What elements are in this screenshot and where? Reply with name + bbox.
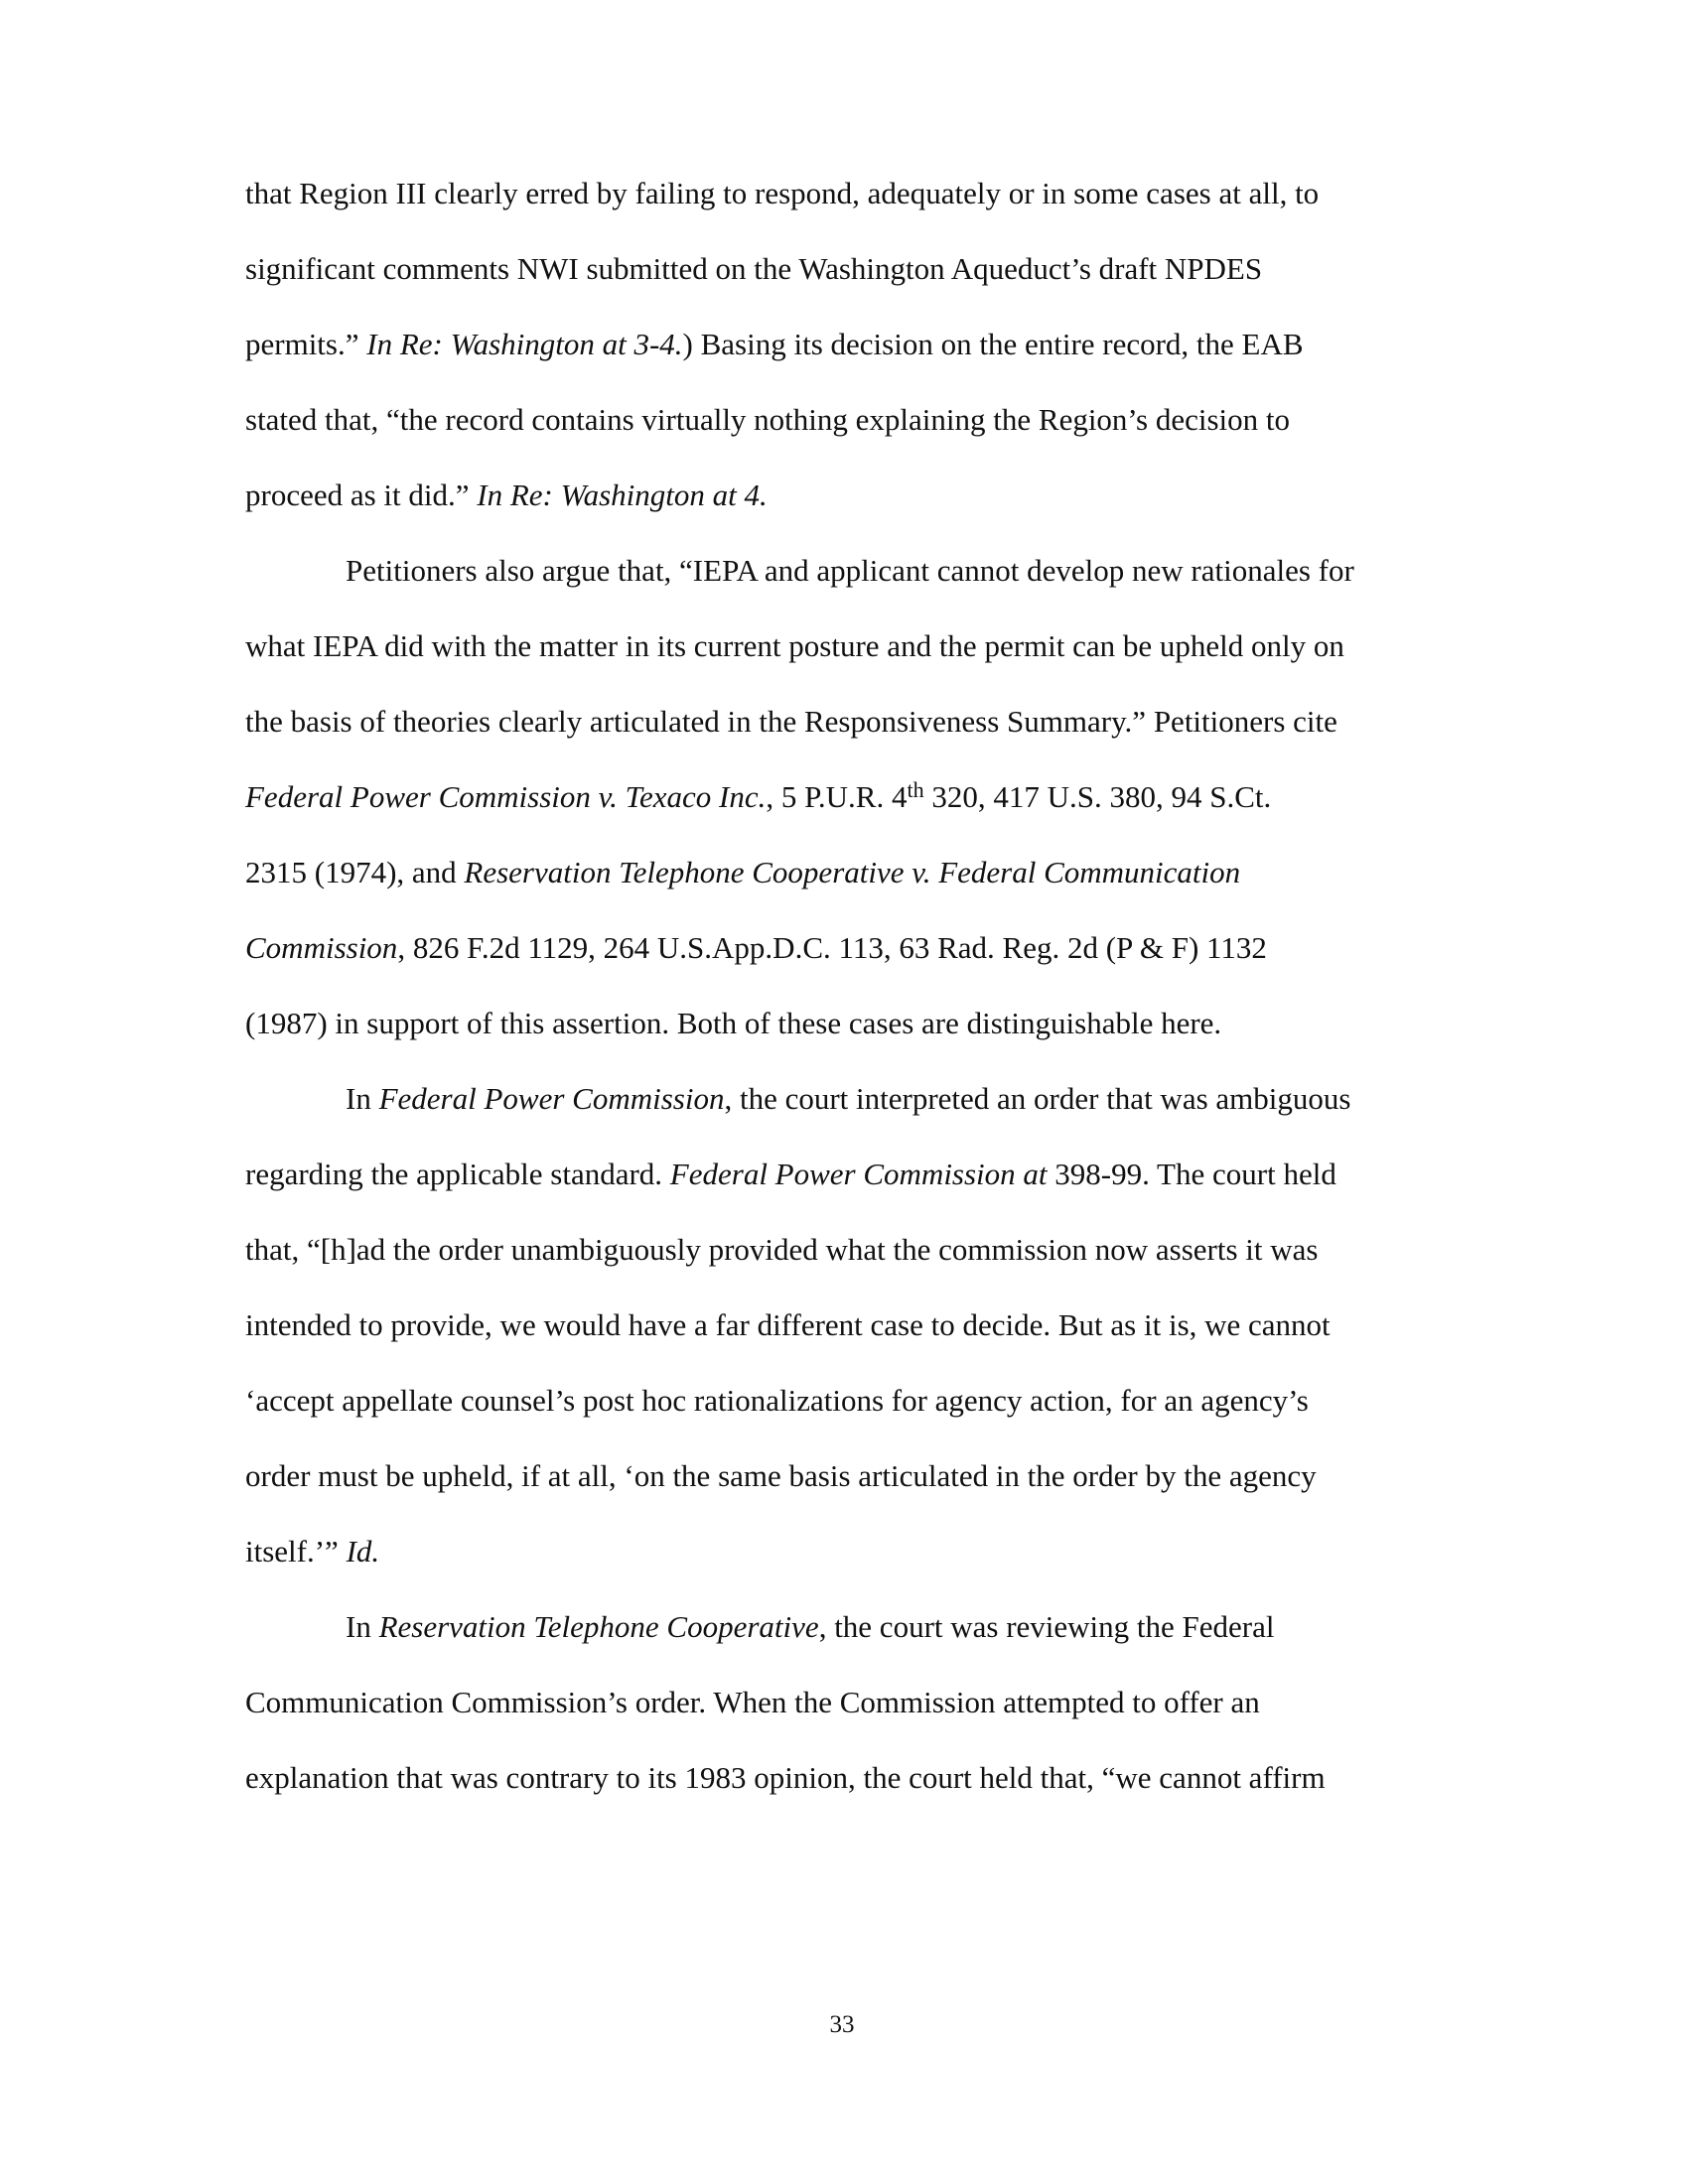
text-line (245, 1676, 1437, 1751)
text-line (245, 1148, 1437, 1223)
case-name: Reservation Telephone Cooperative v. Federal Communication (464, 855, 1241, 889)
text-line (245, 469, 1437, 544)
paragraph (245, 544, 1437, 1072)
citation: In Re: Washington at 3-4. (366, 327, 683, 361)
text-run: Communication Commission’s order. When the Commission attempted to offer an (245, 1685, 1260, 1719)
text-run: proceed as it did.” (245, 478, 478, 512)
citation: Federal Power Commission at (669, 1157, 1048, 1191)
text-run: itself.’” (245, 1534, 347, 1569)
body-text (245, 167, 1437, 1827)
text-run: 2315 (1974), and (245, 855, 465, 889)
page-number: 33 (829, 2011, 855, 2038)
case-name: Federal Power Commission v. Texaco Inc. (245, 779, 767, 814)
text-line (245, 393, 1437, 469)
text-line (245, 619, 1437, 695)
text-run: that Region III clearly erred by failing to respond, adequately or in some cases at all, to (245, 176, 1320, 210)
text-run: , the court interpreted an order that was ambiguous (724, 1081, 1351, 1116)
text-run: significant comments NWI submitted on the Washington Aqueduct’s draft NPDES (245, 251, 1263, 286)
text-run: ‘accept appellate counsel’s post hoc rationalizations for agency action, for an agency’s (245, 1383, 1309, 1418)
text-line (245, 846, 1437, 921)
text-line (245, 242, 1437, 318)
citation: In Re: Washington at 4. (477, 478, 768, 512)
text-run: regarding the applicable standard. (245, 1157, 670, 1191)
text-run: stated that, “the record contains virtually nothing explaining the Region’s decision to (245, 402, 1291, 437)
text-line (245, 921, 1437, 997)
text-line (245, 1449, 1437, 1525)
text-line (245, 1298, 1437, 1374)
text-run: explanation that was contrary to its 1983 opinion, the court held that, “we cannot affirm (245, 1760, 1326, 1795)
text-line (245, 1374, 1437, 1449)
text-line (245, 1525, 1437, 1600)
citation: Id. (346, 1534, 380, 1569)
text-run: In (346, 1609, 379, 1644)
text-line (245, 167, 1437, 242)
text-run: intended to provide, we would have a far different case to decide. But as it is, we cannot (245, 1307, 1331, 1342)
text-run: , 826 F.2d 1129, 264 U.S.App.D.C. 113, 63 Rad. Reg. 2d (P & F) 1132 (397, 930, 1267, 965)
text-run: , 5 P.U.R. 4 (766, 779, 908, 814)
text-line (245, 770, 1437, 846)
text-run: what IEPA did with the matter in its current posture and the permit can be upheld only on (245, 628, 1344, 663)
text-run: permits.” (245, 327, 367, 361)
text-line (245, 1751, 1437, 1827)
text-line (245, 1600, 1437, 1676)
text-line (245, 695, 1437, 770)
text-run: the basis of theories clearly articulated in the Responsiveness Summary.” Petitioners cite (245, 704, 1337, 739)
paragraph (245, 1600, 1437, 1827)
text-line (245, 544, 1437, 619)
text-line (245, 318, 1437, 393)
text-run: that, “[h]ad the order unambiguously provided what the commission now asserts it was (245, 1232, 1319, 1267)
text-run: (1987) in support of this assertion. Both of these cases are distinguishable here. (245, 1006, 1222, 1040)
text-line (245, 1223, 1437, 1298)
text-run: order must be upheld, if at all, ‘on the same basis articulated in the order by the agency (245, 1458, 1317, 1493)
paragraph (245, 167, 1437, 544)
case-name: Commission (245, 930, 398, 965)
text-run: In (346, 1081, 379, 1116)
text-run: ) Basing its decision on the entire record, the EAB (682, 327, 1304, 361)
case-name: Federal Power Commission (378, 1081, 725, 1116)
text-run: , the court was reviewing the Federal (818, 1609, 1275, 1644)
case-name: Reservation Telephone Cooperative (378, 1609, 819, 1644)
paragraph (245, 1072, 1437, 1600)
text-line (245, 997, 1437, 1072)
text-run: 320, 417 U.S. 380, 94 S.Ct. (923, 779, 1272, 814)
superscript: th (907, 777, 924, 802)
text-run: 398-99. The court held (1047, 1157, 1336, 1191)
text-run: Petitioners also argue that, “IEPA and applicant cannot develop new rationales for (346, 553, 1354, 588)
text-line (245, 1072, 1437, 1148)
